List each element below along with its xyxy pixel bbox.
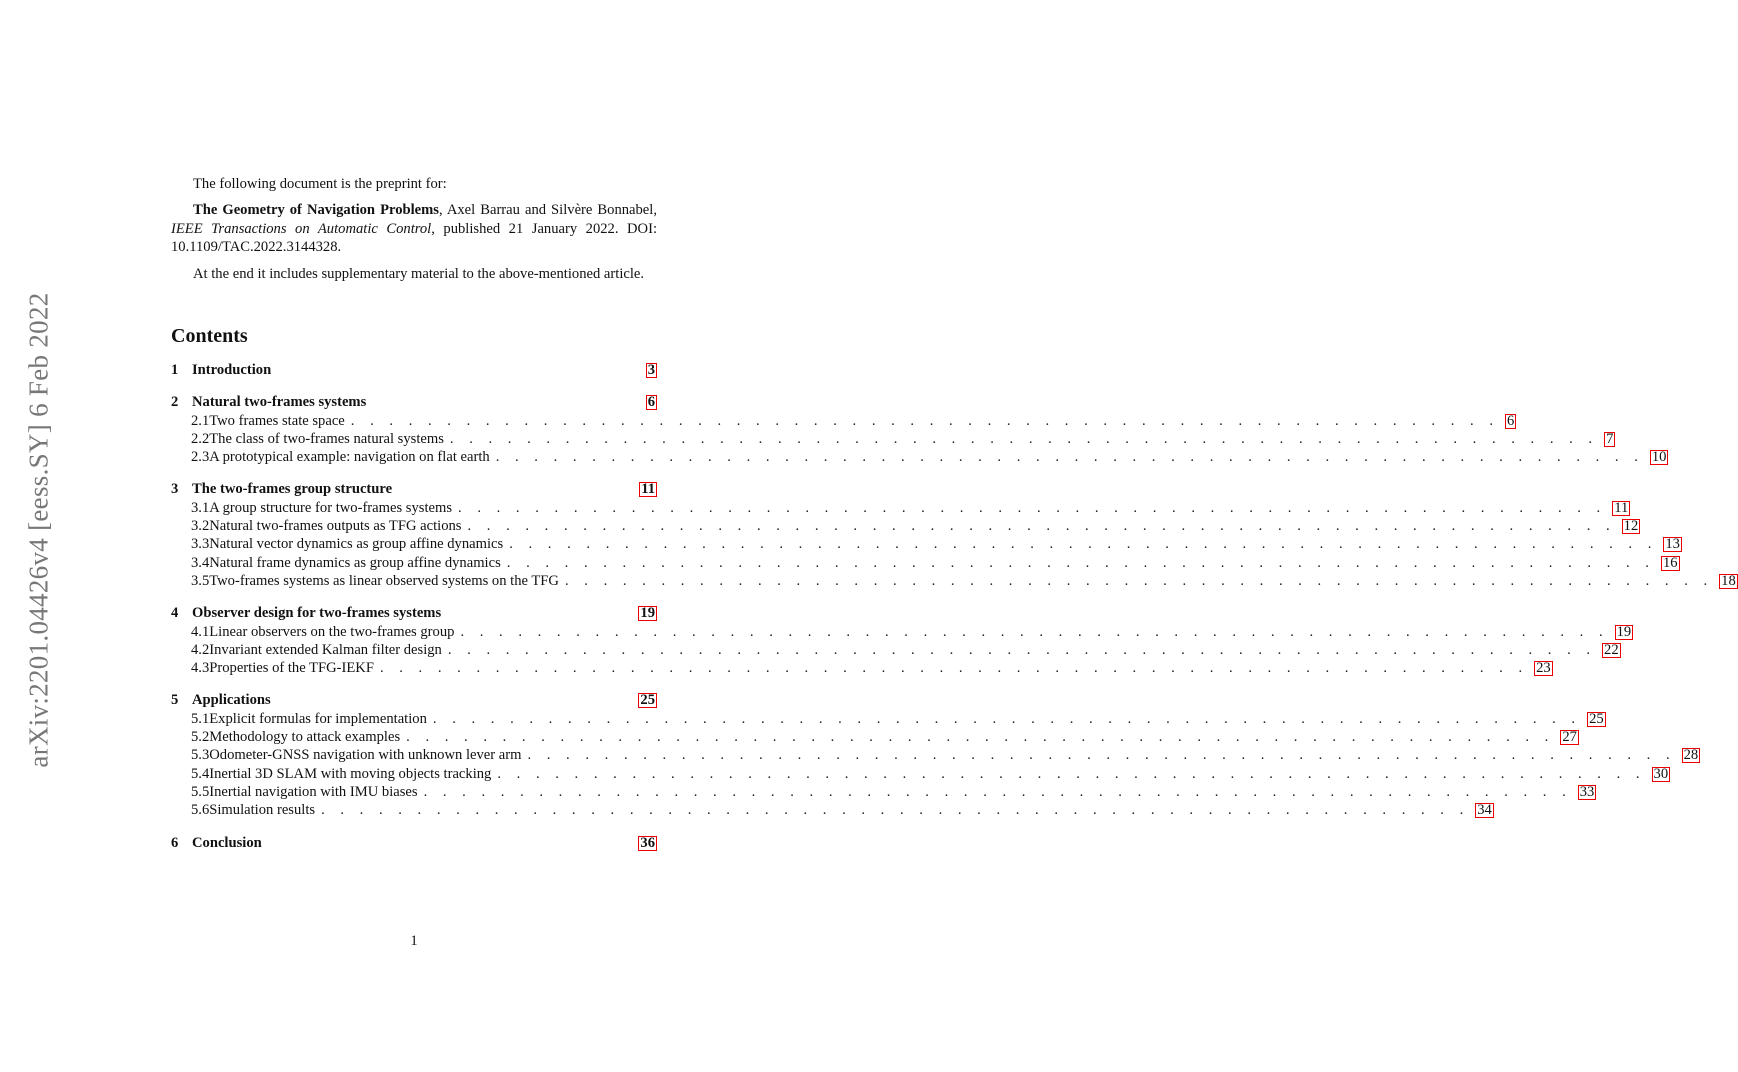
toc-page-link[interactable]: 18 [1721,572,1736,589]
toc-section-5[interactable] [171,692,657,710]
toc-page-link[interactable]: 13 [1665,536,1680,553]
toc-page-link[interactable]: 6 [647,394,655,411]
toc-leader-dots: . . . . . . . . . . . . . . . . . . . . . . . . . . . . . . . . . . . . . . . . . . . . . . . . . . . . . . . . . . . . [458,499,1607,516]
toc-section-3[interactable] [171,481,657,499]
toc-leader-dots: . . . . . . . . . . . . . . . . . . . . . . . . . . . . . . . . . . . . . . . . . . . . . . . . . . . . . . . . . . . . [379,660,1529,677]
toc-subsection-number: 4.2 [191,641,210,658]
toc-page-link[interactable]: 25 [1589,710,1604,727]
journal-name: IEEE Transactions on Automatic Control [171,220,432,237]
paper-title: The Geometry of Navigation Problems [193,202,439,219]
toc-subsection-number: 3.2 [191,518,210,535]
toc-subsection-2.3[interactable] [171,449,1667,467]
toc-section-number: 1 [171,362,179,378]
toc-subsection-number: 5.4 [191,765,210,782]
toc-subsection-3.4[interactable] [171,554,1678,573]
toc-section-title: Introduction [192,362,272,378]
toc-page-link[interactable]: 7 [1606,430,1614,447]
toc-subsection-number: 4.3 [191,660,210,677]
toc-page-link[interactable]: 3 [647,362,655,378]
toc-subsection-2.1[interactable] [171,412,1515,431]
toc-subsection-number: 5.1 [191,710,210,727]
contents-heading: Contents [171,325,248,347]
toc-section-number: 6 [171,834,179,851]
toc-subsection-number: 2.1 [191,412,210,429]
toc-section-1[interactable] [171,362,657,380]
toc-page-link[interactable]: 19 [1616,623,1632,640]
toc-subsection-3.3[interactable] [171,536,1680,554]
toc-page-link[interactable]: 16 [1662,554,1678,571]
toc-page-link[interactable]: 11 [1614,499,1629,516]
toc-page-link[interactable]: 19 [640,605,655,622]
toc-section-2[interactable] [171,394,657,412]
toc-subsection-title: Linear observers on the two-frames group [209,623,455,640]
table-of-contents [171,362,1736,853]
toc-page-link[interactable]: 34 [1477,802,1492,819]
toc-leader-dots: . . . . . . . . . . . . . . . . . . . . . . . . . . . . . . . . . . . . . . . . . . . . . . . . . . . . . . . . . . . . [447,641,1597,658]
toc-leader-dots: . . . . . . . . . . . . . . . . . . . . . . . . . . . . . . . . . . . . . . . . . . . . . . . . . . . . . . . . . . . . [497,765,1646,782]
preprint-notice [171,175,657,291]
page-number: 1 [410,933,418,949]
authors: , Axel Barrau and Silvère Bonnabel, [438,202,657,219]
toc-subsection-title: A group structure for two-frames systems [209,499,453,516]
toc-subsection-title: Two-frames systems as linear observed systems on the TFG [209,572,559,589]
toc-page-link[interactable]: 28 [1683,747,1699,764]
toc-leader-dots: . . . . . . . . . . . . . . . . . . . . . . . . . . . . . . . . . . . . . . . . . . . . . . . . . . . . . . . . . . . . [350,412,1499,429]
toc-subsection-5.5[interactable] [171,783,1595,802]
toc-section-4[interactable] [171,605,657,623]
toc-subsection-4.2[interactable] [171,641,1619,660]
toc-subsection-title: Odometer-GNSS navigation with unknown lever arm [209,747,522,764]
toc-page-link[interactable]: 11 [641,481,655,498]
toc-subsection-4.1[interactable] [171,623,1632,642]
toc-subsection-number: 5.5 [191,783,210,800]
toc-page-link[interactable]: 36 [640,834,655,851]
preprint-line: The following document is the preprint for: [193,176,447,192]
toc-leader-dots: . . . . . . . . . . . . . . . . . . . . . . . . . . . . . . . . . . . . . . . . . . . . . . . . . . . . . . . . . . . . [527,747,1676,764]
toc-leader-dots: . . . . . . . . . . . . . . . . . . . . . . . . . . . . . . . . . . . . . . . . . . . . . . . . . . . . . . . . . . . . [495,449,1644,466]
arxiv-stamp [14,290,64,770]
toc-page-link[interactable]: 6 [1506,412,1515,429]
toc-subsection-3.2[interactable] [171,518,1639,536]
toc-leader-dots: . . . . . . . . . . . . . . . . . . . . . . . . . . . . . . . . . . . . . . . . . . . . . . . . . . . . . . . . . . . . [321,802,1470,819]
supplementary-note: At the end it includes supplementary material to the above-mentioned article. [193,265,645,282]
toc-subsection-number: 3.5 [191,572,210,589]
toc-page-link[interactable]: 23 [1536,660,1551,677]
toc-leader-dots: . . . . . . . . . . . . . . . . . . . . . . . . . . . . . . . . . . . . . . . . . . . . . . . . . . . . . . . . . . . . [509,536,1658,553]
toc-subsection-number: 4.1 [191,623,210,640]
toc-page-link[interactable]: 27 [1562,729,1577,746]
toc-subsection-title: Inertial 3D SLAM with moving objects tracking [209,765,492,782]
toc-subsection-5.2[interactable] [171,729,1577,747]
toc-section-number: 4 [171,605,179,622]
toc-leader-dots: . . . . . . . . . . . . . . . . . . . . . . . . . . . . . . . . . . . . . . . . . . . . . . . . . . . . . . . . . . . . [467,518,1616,535]
toc-page-link[interactable]: 10 [1651,449,1667,466]
toc-subsection-5.3[interactable] [171,747,1699,765]
toc-subsection-number: 2.3 [191,449,210,466]
toc-subsection-3.1[interactable] [171,499,1629,518]
toc-section-title: Applications [192,692,271,709]
toc-subsection-title: Properties of the TFG-IEKF [209,660,374,677]
toc-subsection-number: 5.2 [191,729,210,746]
toc-section-title: Observer design for two-frames systems [192,605,442,622]
toc-section-title: The two-frames group structure [192,481,393,498]
toc-section-title: Natural two-frames systems [192,394,367,411]
toc-leader-dots: . . . . . . . . . . . . . . . . . . . . . . . . . . . . . . . . . . . . . . . . . . . . . . . . . . . . . . . . . . . . [460,623,1609,640]
citation [171,201,657,256]
toc-page-link[interactable]: 25 [640,692,655,709]
toc-subsection-title: Two frames state space [209,412,345,429]
toc-subsection-5.6[interactable] [171,802,1492,820]
toc-subsection-title: A prototypical example: navigation on flat earth [209,449,490,466]
toc-subsection-title: The class of two-frames natural systems [209,430,444,447]
toc-page-link[interactable]: 22 [1604,641,1619,658]
toc-page-link[interactable]: 12 [1623,518,1639,535]
toc-subsection-3.5[interactable] [171,572,1736,591]
toc-section-number: 2 [171,394,179,411]
toc-section-6[interactable] [171,835,657,853]
toc-subsection-number: 5.3 [191,747,210,764]
toc-leader-dots: . . . . . . . . . . . . . . . . . . . . . . . . . . . . . . . . . . . . . . . . . . . . . . . . . . . . . . . . . . . . [432,710,1582,727]
toc-subsection-2.2[interactable] [171,430,1614,449]
toc-subsection-number: 3.1 [191,499,210,516]
toc-leader-dots: . . . . . . . . . . . . . . . . . . . . . . . . . . . . . . . . . . . . . . . . . . . . . . . . . . . . . . . . . . . . [506,554,1655,571]
toc-subsection-number: 2.2 [191,430,210,447]
toc-leader-dots: . . . . . . . . . . . . . . . . . . . . . . . . . . . . . . . . . . . . . . . . . . . . . . . . . . . . . . . . . . . . [449,430,1599,447]
toc-subsection-5.1[interactable] [171,710,1604,729]
toc-subsection-title: Inertial navigation with IMU biases [209,783,418,800]
arxiv-stamp-text: arXiv:2201.04426v4 [eess.SY] 6 Feb 2022 [23,292,54,768]
toc-page-link[interactable]: 30 [1653,765,1669,782]
toc-subsection-number: 3.4 [191,554,210,571]
toc-subsection-title: Natural frame dynamics as group affine dynamics [209,554,501,571]
toc-leader-dots: . . . . . . . . . . . . . . . . . . . . . . . . . . . . . . . . . . . . . . . . . . . . . . . . . . . . . . . . . . . . [423,783,1572,800]
toc-subsection-title: Natural two-frames outputs as TFG actions [209,518,462,535]
toc-section-title: Conclusion [192,834,262,851]
toc-subsection-title: Explicit formulas for implementation [209,710,427,727]
toc-page-link[interactable]: 33 [1579,783,1595,800]
toc-subsection-title: Simulation results [209,802,316,819]
toc-subsection-title: Natural vector dynamics as group affine dynamics [209,536,504,553]
toc-subsection-title: Methodology to attack examples [209,729,401,746]
toc-leader-dots: . . . . . . . . . . . . . . . . . . . . . . . . . . . . . . . . . . . . . . . . . . . . . . . . . . . . . . . . . . . . [406,729,1555,746]
toc-subsection-4.3[interactable] [171,660,1551,678]
toc-section-number: 5 [171,692,179,709]
toc-subsection-title: Invariant extended Kalman filter design [209,641,442,658]
publication-info: , published 21 January 2022. DOI: 10.1109/TAC.2022.3144328. [171,220,657,256]
toc-subsection-number: 3.3 [191,536,210,553]
toc-subsection-5.4[interactable] [171,765,1669,784]
toc-section-number: 3 [171,481,179,498]
toc-leader-dots: . . . . . . . . . . . . . . . . . . . . . . . . . . . . . . . . . . . . . . . . . . . . . . . . . . . . . . . . . . . . [564,572,1714,589]
toc-subsection-number: 5.6 [191,802,210,819]
